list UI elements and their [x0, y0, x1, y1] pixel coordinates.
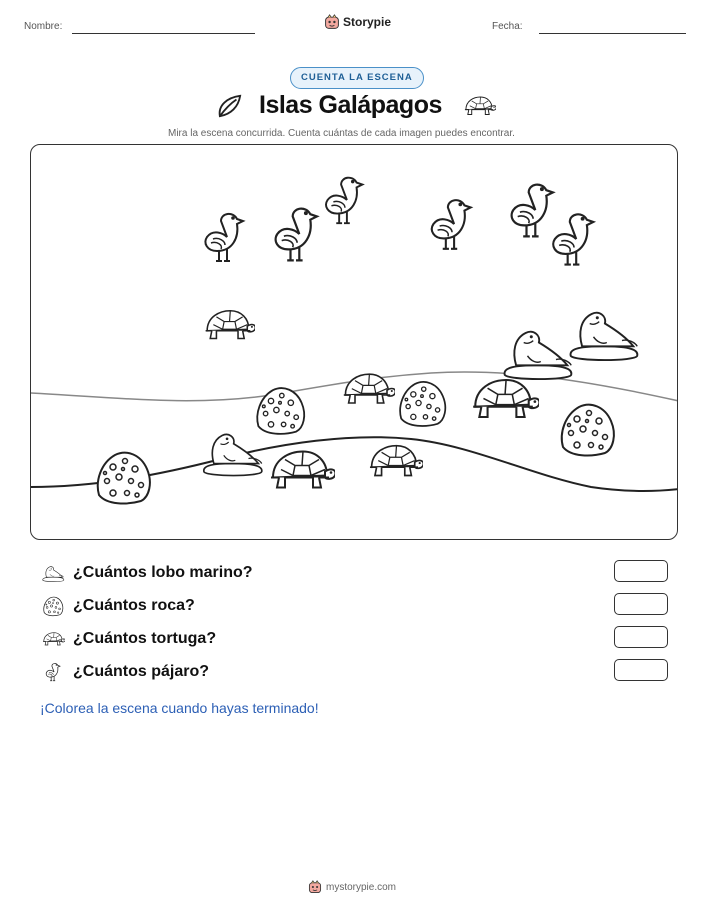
question-text: ¿Cuántos lobo marino? — [73, 564, 253, 581]
sea-lion — [505, 332, 572, 379]
answer-box-tortoise[interactable] — [614, 626, 668, 648]
bird-icon — [41, 661, 65, 683]
tortoise — [473, 380, 539, 417]
question-row-rock — [41, 595, 195, 617]
date-label: Fecha: — [492, 21, 523, 32]
tortoise — [370, 446, 423, 476]
bird — [326, 178, 362, 224]
bird — [553, 214, 593, 264]
sea-lion — [571, 313, 638, 360]
bird — [276, 209, 317, 261]
bird — [205, 214, 243, 261]
answer-box-sea-lion[interactable] — [614, 560, 668, 582]
leaf-icon — [216, 94, 244, 118]
question-text: ¿Cuántos roca? — [73, 597, 195, 614]
sea-lion-icon — [41, 562, 65, 584]
site-url: mystorypie.com — [326, 881, 397, 893]
answer-box-rock[interactable] — [614, 593, 668, 615]
tortoise — [344, 374, 396, 403]
rock — [562, 405, 614, 456]
site-footer — [308, 880, 396, 894]
date-line[interactable] — [539, 33, 686, 34]
scene-illustration — [31, 145, 678, 540]
answer-box-bird[interactable] — [614, 659, 668, 681]
rock — [257, 388, 304, 434]
sea-lion — [204, 434, 262, 475]
question-text: ¿Cuántos pájaro? — [73, 663, 210, 680]
name-line[interactable] — [72, 33, 255, 34]
question-text: ¿Cuántos tortuga? — [73, 630, 217, 647]
question-row-tortoise — [41, 628, 216, 650]
tortoise — [271, 452, 335, 488]
storypie-logo-icon — [324, 14, 340, 30]
rock — [98, 453, 150, 504]
bird — [432, 200, 471, 249]
tortoise — [206, 311, 256, 339]
rock — [400, 382, 445, 426]
question-row-bird — [41, 661, 209, 683]
storypie-logo-icon — [308, 880, 322, 894]
page-title: Islas Galápagos — [259, 91, 442, 119]
instructions: Mira la escena concurrida. Cuenta cuántas de cada imagen puedes encontrar. — [168, 128, 515, 139]
brand-name: Storypie — [343, 15, 392, 29]
rock-icon — [41, 595, 65, 617]
name-label: Nombre: — [24, 21, 63, 32]
question-row-sea-lion — [41, 562, 253, 584]
activity-badge: CUENTA LA ESCENA — [290, 67, 424, 89]
coloring-note: ¡Colorea la escena cuando hayas terminado! — [40, 700, 319, 716]
brand — [324, 14, 391, 30]
scene-frame — [30, 144, 678, 540]
bird — [512, 185, 553, 237]
tortoise-icon — [41, 628, 65, 650]
tortoise-title-icon — [462, 95, 496, 117]
